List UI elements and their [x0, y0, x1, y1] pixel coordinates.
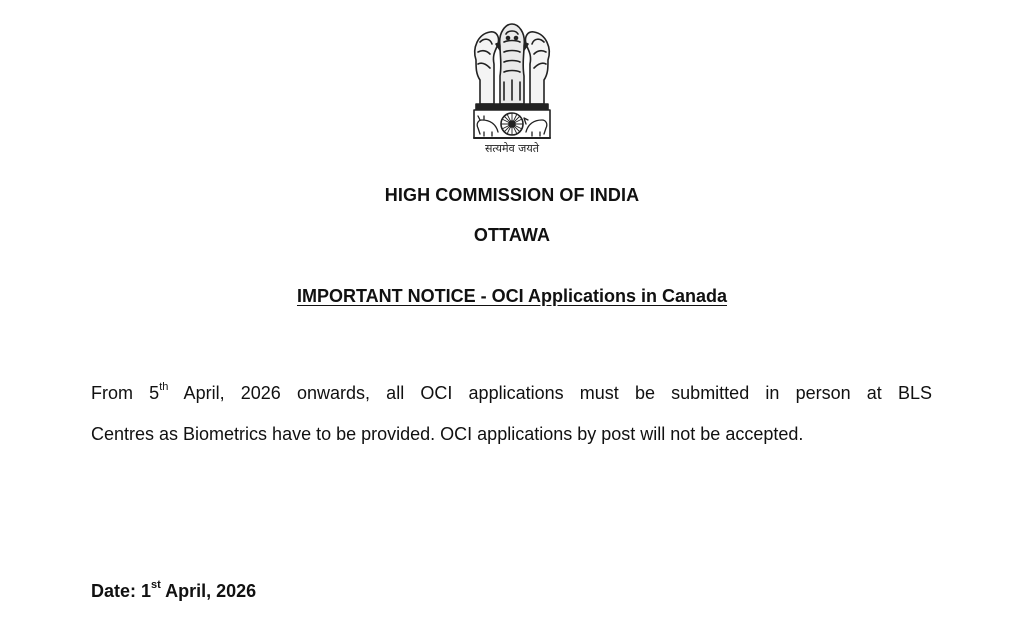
notice-title-text: IMPORTANT NOTICE - OCI Applications in Canada: [296, 286, 727, 306]
date-part1: Date: 1: [91, 581, 152, 601]
notice-title: [0, 286, 1024, 307]
notice-body-sup: th: [159, 381, 169, 393]
date-part2: April, 2026: [160, 581, 257, 601]
notice-body-line-1: [91, 383, 932, 403]
notice-date: [91, 581, 256, 602]
organization-city: OTTAWA: [473, 225, 551, 245]
date-sup: st: [151, 579, 161, 591]
notice-body-line-2: Centres as Biometrics have to be provided. OCI applications by post will not be accepted.: [91, 424, 804, 444]
notice-body-part2: April, 2026 onwards, all OCI applications must be submitted in person at BLS: [168, 383, 932, 403]
emblem-motto: सत्यमेव जयते: [484, 142, 539, 155]
organization-name: HIGH COMMISSION OF INDIA: [384, 185, 640, 205]
notice-body-part1: From 5: [91, 383, 160, 403]
